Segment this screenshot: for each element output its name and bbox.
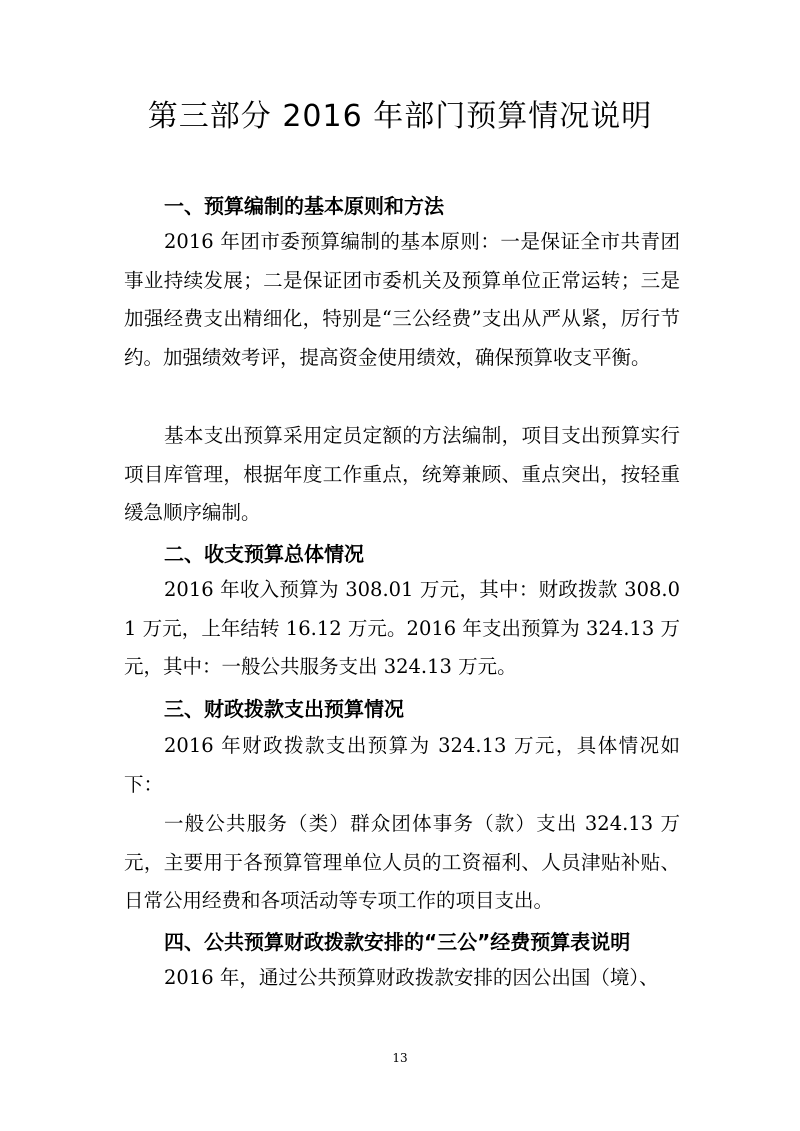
page-number: 13 — [392, 1051, 408, 1065]
paragraph-three-public: 2016 年，通过公共预算财政拨款安排的因公出国（境）、 — [164, 966, 659, 989]
paragraph-overall: 2016 年收入预算为 308.01 万元，其中：财政拨款 308.01 万元，上年结转 16.12 万元。2016 年支出预算为 324.13 万元，其中：一般公共服务支出 324.13 万元。 — [124, 578, 680, 679]
paragraph-methods: 基本支出预算采用定员定额的方法编制，项目支出预算实行项目库管理，根据年度工作重点，统筹兼顾、重点突出，按轻重缓急顺序编制。 — [124, 424, 680, 525]
paragraph-public-service: 一般公共服务（类）群众团体事务（款）支出 324.13 万元，主要用于各预算管理单位人员的工资福利、人员津贴补贴、日常公用经费和各项活动等专项工作的项目支出。 — [124, 812, 680, 913]
section-heading-fiscal-expenditure: 三、财政拨款支出预算情况 — [164, 697, 404, 721]
section-heading-three-public: 四、公共预算财政拨款安排的“三公”经费预算表说明 — [164, 930, 631, 954]
document-title: 第三部分 2016 年部门预算情况说明 — [147, 99, 653, 134]
section-heading-principles: 一、预算编制的基本原则和方法 — [164, 194, 444, 218]
paragraph-fiscal-expenditure: 2016 年财政拨款支出预算为 324.13 万元，具体情况如下： — [124, 734, 680, 796]
paragraph-principles: 2016 年团市委预算编制的基本原则：一是保证全市共青团事业持续发展；二是保证团市委机关及预算单位正常运转；三是加强经费支出精细化，特别是“三公经费”支出从严从紧，厉行节约。加强绩效考评，提高资金使用绩效，确保预算收支平衡。 — [124, 230, 680, 369]
section-heading-overall: 二、收支预算总体情况 — [164, 542, 364, 566]
